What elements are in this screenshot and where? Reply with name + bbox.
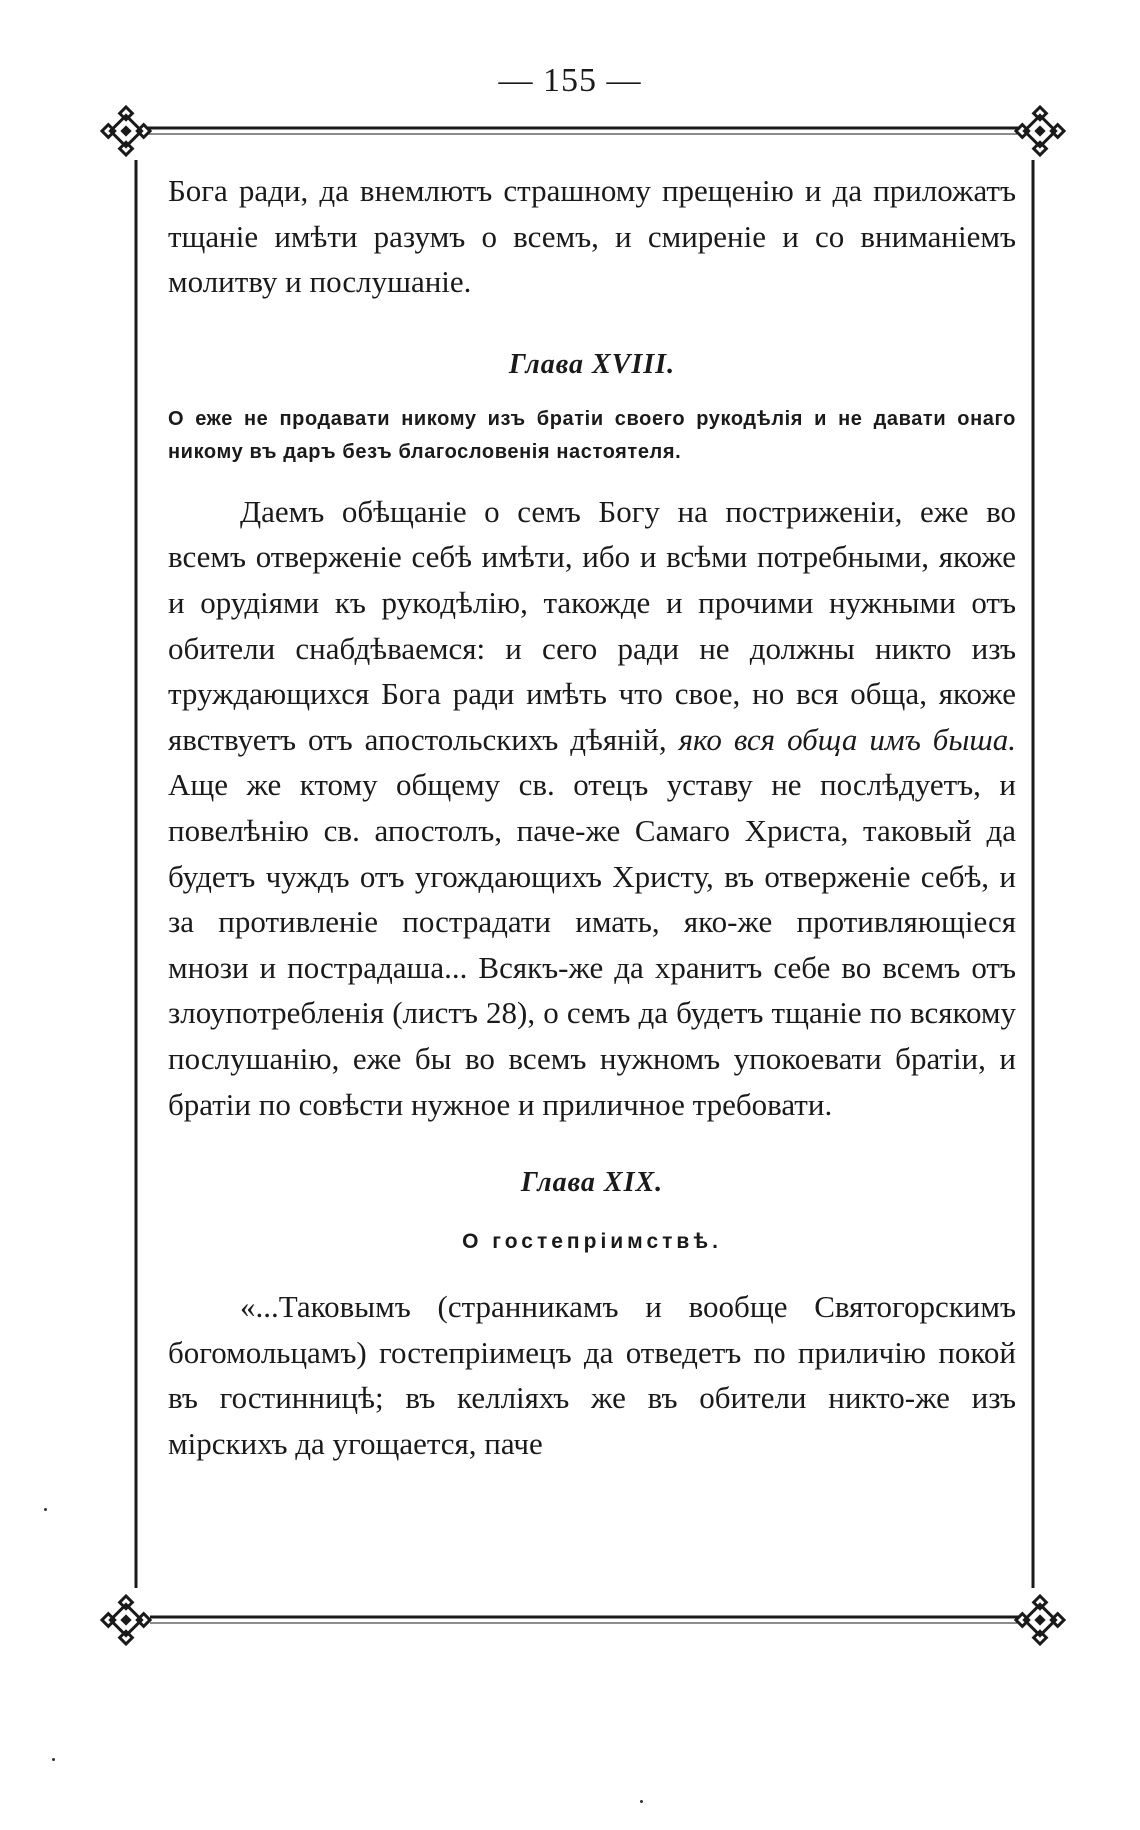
- paragraph-continued: Бога ради, да внемлютъ страшному прещенію и да приложатъ тщаніе имѣти разумъ о всемъ, и смиреніе и со вниманіемъ молитву и послушаніе.: [168, 173, 1016, 300]
- paragraph-chapter-18: [168, 489, 1016, 1127]
- corner-ornament-bottom-left: [102, 1596, 150, 1644]
- paragraph-chapter-19: «...Таковымъ (странникамъ и вообще Святогорскимъ богомольцамъ) гостепріимецъ да отведетъ по приличію покой въ гостинницѣ; въ келліяхъ же въ обители никто-же изъ мірскихъ да угощается, паче: [168, 1289, 1016, 1461]
- paper-speck: [640, 1800, 643, 1803]
- corner-ornament-bottom-right: [1016, 1596, 1064, 1644]
- paper-speck: [52, 1758, 55, 1761]
- chapter-19-title: Глава XIX.: [520, 1167, 664, 1199]
- paper-speck: [44, 1508, 47, 1511]
- chapter-18-title: Глава XVIII.: [508, 348, 676, 380]
- paragraph-part-2: Аще же ктому общему св. отецъ уставу не послѣдуетъ, и повелѣнію св. апостолъ, паче-же Самаго Христа, таковый да будетъ чуждъ отъ угождающихъ Христу, въ отверженіе себѣ, и за противленіе пострадати имать, яко-же противляющіеся мнози и пострадаша... Всякъ-же да хранитъ себе во всемъ отъ злоупотребленія (листъ 28), о семъ да будетъ тщаніе по всякому послушанію, еже бы во всемъ нужномъ упокоевати братіи, и братіи по совѣсти нужное и приличное требовати.: [168, 767, 1016, 1122]
- scripture-quote: яко вся обща имъ быша.: [678, 721, 1017, 757]
- page-number: — 155 —: [498, 62, 642, 99]
- chapter-19-subtitle: О гостепріимствѣ.: [462, 1230, 722, 1254]
- text-block: [168, 168, 1016, 1466]
- corner-ornament-top-right: [1016, 107, 1064, 155]
- chapter-18-subtitle: О еже не продавати никому изъ братіи своего рукодѣлія и не давати онаго никому въ даръ безъ благословенія настоятеля.: [168, 407, 1016, 463]
- paragraph-part-1: Даемъ обѣщаніе о семъ Богу на постриженіи, еже во всемъ отверженіе себѣ имѣти, ибо и всѣми потребными, якоже и орудіями къ рукодѣлію, такожде и прочими нужными отъ обители снабдѣваемся: и сего ради не должны никто изъ труждающихся Бога ради имѣть что свое, но вся обща, якоже явствуетъ отъ апостольскихъ дѣяній,: [168, 493, 1016, 757]
- corner-ornament-top-left: [102, 107, 150, 155]
